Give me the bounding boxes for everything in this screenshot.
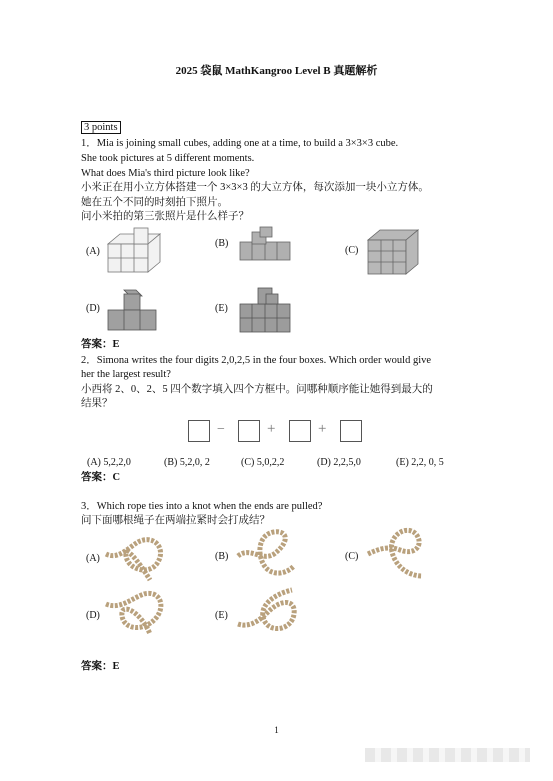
q1-option-a-label: (A): [86, 246, 100, 257]
q2-choice-e: (E) 2,2, 0, 5: [396, 457, 444, 468]
q2-choice-d: (D) 2,2,5,0: [317, 457, 361, 468]
digit-box-3: [289, 420, 311, 442]
q2-box-equation: [188, 420, 364, 444]
blurred-watermark: [365, 748, 530, 762]
digit-box-2: [238, 420, 260, 442]
q3-rope-e: [234, 584, 300, 642]
minus-sign: −: [217, 422, 225, 437]
q3-rope-b: [234, 526, 300, 582]
q2-choice-b: (B) 5,2,0, 2: [164, 457, 210, 468]
plus-sign-1: +: [267, 421, 276, 437]
q3-option-c-label: (C): [345, 551, 359, 562]
q1-figure-a: [104, 226, 166, 276]
q3-option-b-label: (B): [215, 551, 229, 562]
points-box: 3 points: [81, 121, 121, 134]
q1-option-e-label: (E): [215, 303, 228, 314]
digit-box-1: [188, 420, 210, 442]
q1-option-b-label: (B): [215, 238, 229, 249]
q1-figure-b: [236, 226, 296, 264]
q3-rope-d: [104, 584, 168, 642]
q3-rope-c: [364, 526, 430, 582]
q1-answer: 答案：E: [81, 339, 120, 350]
q2-choice-c: (C) 5,0,2,2: [241, 457, 285, 468]
q1-cn-line1: 小米正在用小立方体搭建一个 3×3×3 的大立方体，每次添加一块小立方体。: [81, 182, 429, 193]
q3-option-e-label: (E): [215, 610, 228, 621]
q2-choice-a: (A) 5,2,2,0: [87, 457, 131, 468]
q3-option-a-label: (A): [86, 553, 100, 564]
q1-text-line3: What does Mia's third picture look like?: [81, 168, 250, 179]
q3-text-line1: 3．Which rope ties into a knot when the ends are pulled?: [81, 501, 323, 512]
q2-text-line1: 2．Simona writes the four digits 2,0,2,5 in the four boxes. Which order would give: [81, 355, 432, 366]
q1-text-line2: She took pictures at 5 different moments.: [81, 153, 255, 164]
q1-cn-line3: 问小米拍的第三张照片是什么样子？: [81, 211, 249, 222]
q1-text-line1: 1．Mia is joining small cubes, adding one at a time, to build a 3×3×3 cube.: [81, 138, 399, 149]
section-header: [81, 121, 121, 135]
q3-answer: 答案：E: [81, 661, 120, 672]
q1-figure-e: [236, 284, 296, 336]
digit-box-4: [340, 420, 362, 442]
page-title: 2025 袋鼠 MathKangroo Level B 真题解析: [175, 65, 378, 77]
q1-cn-line2: 她在五个不同的时刻拍下照片。: [81, 197, 228, 208]
q3-rope-a: [104, 530, 168, 584]
q1-option-d-label: (D): [86, 303, 100, 314]
q2-cn-line2: 结果？: [81, 398, 113, 409]
q1-figure-c: [366, 228, 420, 276]
q1-figure-d: [104, 288, 162, 334]
q1-option-c-label: (C): [345, 245, 359, 256]
plus-sign-2: +: [318, 421, 327, 437]
q2-text-line2: her the largest result?: [81, 369, 171, 380]
q3-option-d-label: (D): [86, 610, 100, 621]
q2-answer: 答案：C: [81, 472, 121, 483]
q3-cn-line1: 问下面哪根绳子在两端拉紧时会打成结？: [81, 515, 270, 526]
q2-cn-line1: 小西将 2、0、2、5 四个数字填入四个方框中。问哪种顺序能让她得到最大的: [81, 384, 433, 395]
page-number: 1: [274, 725, 279, 735]
